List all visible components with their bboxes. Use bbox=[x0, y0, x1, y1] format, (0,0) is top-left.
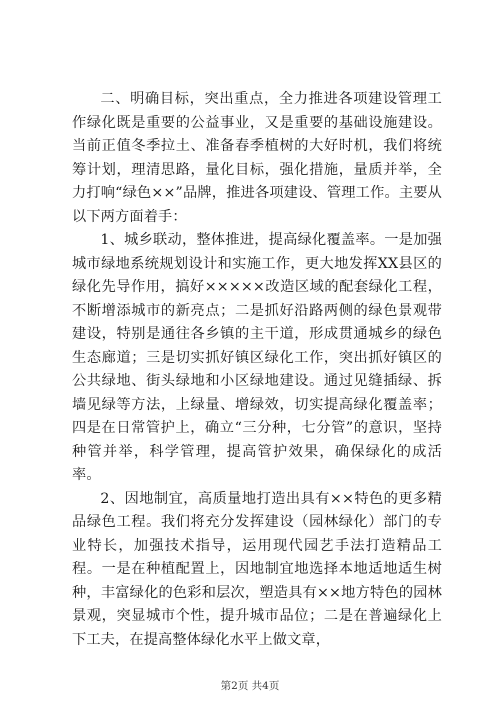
paragraph-item-one: 1、城乡联动，整体推进，提高绿化覆盖率。一是加强城市绿地系统规划设计和实施工作，更大地发挥XX县区的绿化先导作用，搞好×××××改造区域的配套绿化工程，不断增添城市的新亮点；二是抓好沿路两侧的绿色景观带建设，特别是通往各乡镇的主干道，形成贯通城乡的绿色生态廊道；三是切实抓好镇区绿化工作，突出抓好镇区的公共绿地、街头绿地和小区绿地建设。通过见缝插绿、拆墙见绿等方法，上绿量、增绿效，切实提高绿化覆盖率；四是在日常管护上，确立“三分种，七分管”的意识，坚持种管并举，科学管理，提高管护效果，确保绿化的成活率。 bbox=[72, 232, 442, 483]
document-body bbox=[72, 88, 442, 652]
paragraph-item-two: 2、因地制宜，高质量地打造出具有××特色的更多精品绿色工程。我们将充分发挥建设（园林绿化）部门的专业特长，加强技术指导，运用现代园艺手法打造精品工程。一是在种植配置上，因地制宜地选择本地适地适生树种，丰富绿化的色彩和层次，塑造具有××地方特色的园林景观，突显城市个性，提升城市品位；二是在普遍绿化上下工夫，在提高整体绿化水平上做文章， bbox=[72, 490, 442, 648]
paragraph-section-two: 二、明确目标，突出重点，全力推进各项建设管理工作绿化既是重要的公益事业，又是重要的基础设施建设。当前正值冬季拉土、准备春季植树的大好时机，我们将统筹计划，理清思路，量化目标，强化措施，量质并举，全力打响“绿色××”品牌，推进各项建设、管理工作。主要从以下两方面着手： bbox=[72, 91, 442, 225]
page-footer: 第2页 共4页 bbox=[220, 680, 280, 692]
